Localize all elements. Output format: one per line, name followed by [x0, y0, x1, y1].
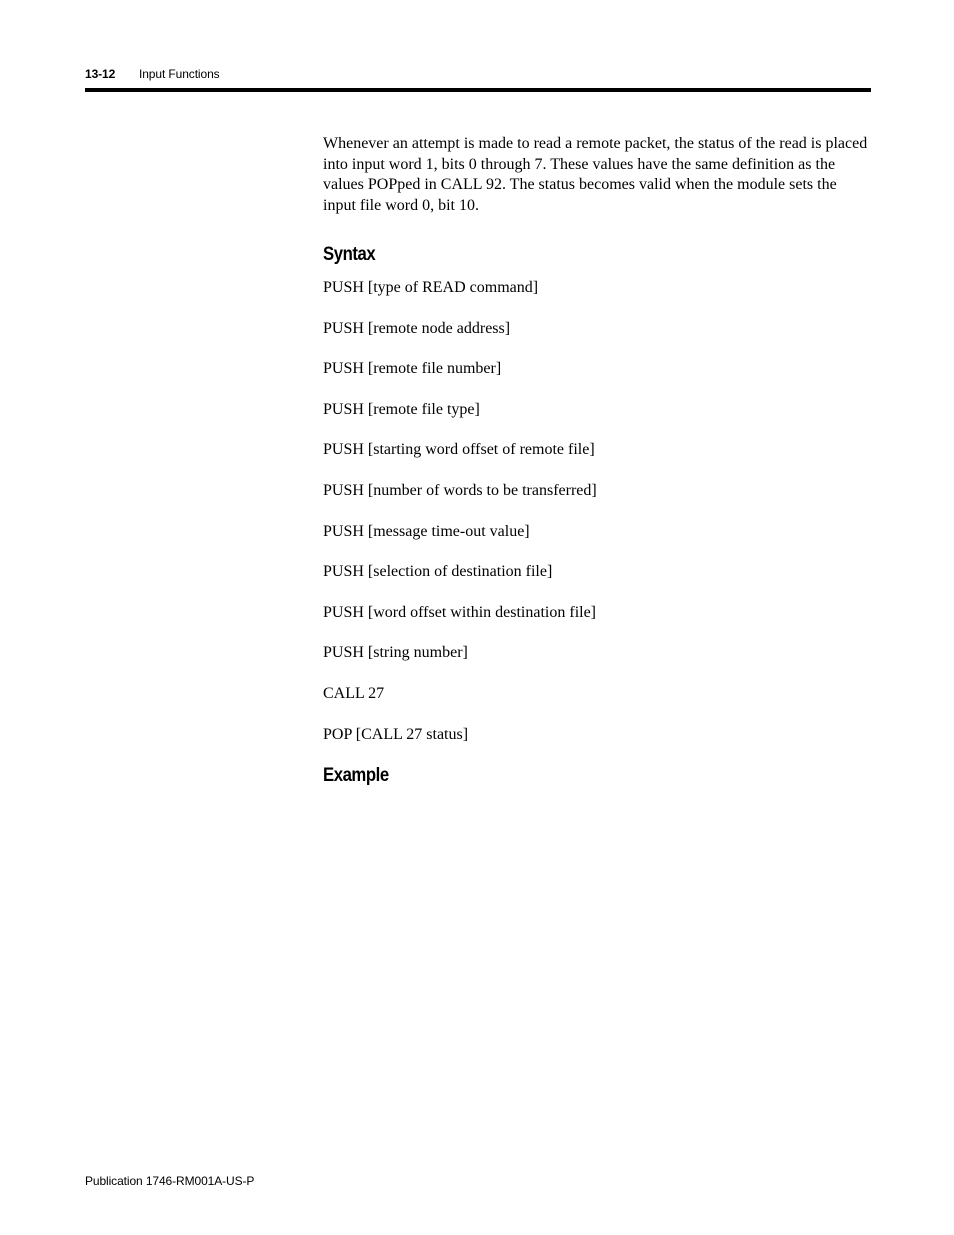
- main-content: [323, 134, 871, 789]
- intro-paragraph: Whenever an attempt is made to read a remote packet, the status of the read is placed into input word 1, bits 0 through 7. These values have the same definition as the values POPped in CALL 92. The status becomes valid when the module sets the input file word 0, bit 10.: [323, 135, 868, 214]
- publication-footer: Publication 1746-RM001A-US-P: [85, 1174, 255, 1188]
- syntax-line: PUSH [selection of destination file]: [323, 563, 553, 581]
- section-title: Input Functions: [139, 67, 220, 81]
- syntax-line: PUSH [starting word offset of remote file]: [323, 441, 595, 459]
- syntax-line: CALL 27: [323, 684, 385, 702]
- syntax-line: PUSH [string number]: [323, 644, 468, 662]
- syntax-line: PUSH [type of READ command]: [323, 279, 539, 296]
- page-header: [85, 64, 871, 86]
- syntax-line: PUSH [remote file number]: [323, 360, 502, 378]
- example-heading: Example: [323, 765, 389, 787]
- syntax-line: PUSH [word offset within destination file]: [323, 603, 597, 621]
- syntax-line: POP [CALL 27 status]: [323, 725, 469, 743]
- syntax-line: PUSH [number of words to be transferred]: [323, 481, 597, 499]
- syntax-line: PUSH [remote node address]: [323, 319, 511, 337]
- syntax-heading: Syntax: [323, 244, 376, 265]
- page-number: 13-12: [85, 67, 116, 81]
- header-rule: [85, 88, 871, 92]
- syntax-line: PUSH [message time-out value]: [323, 522, 530, 540]
- syntax-list: [323, 278, 871, 765]
- syntax-line: PUSH [remote file type]: [323, 400, 480, 418]
